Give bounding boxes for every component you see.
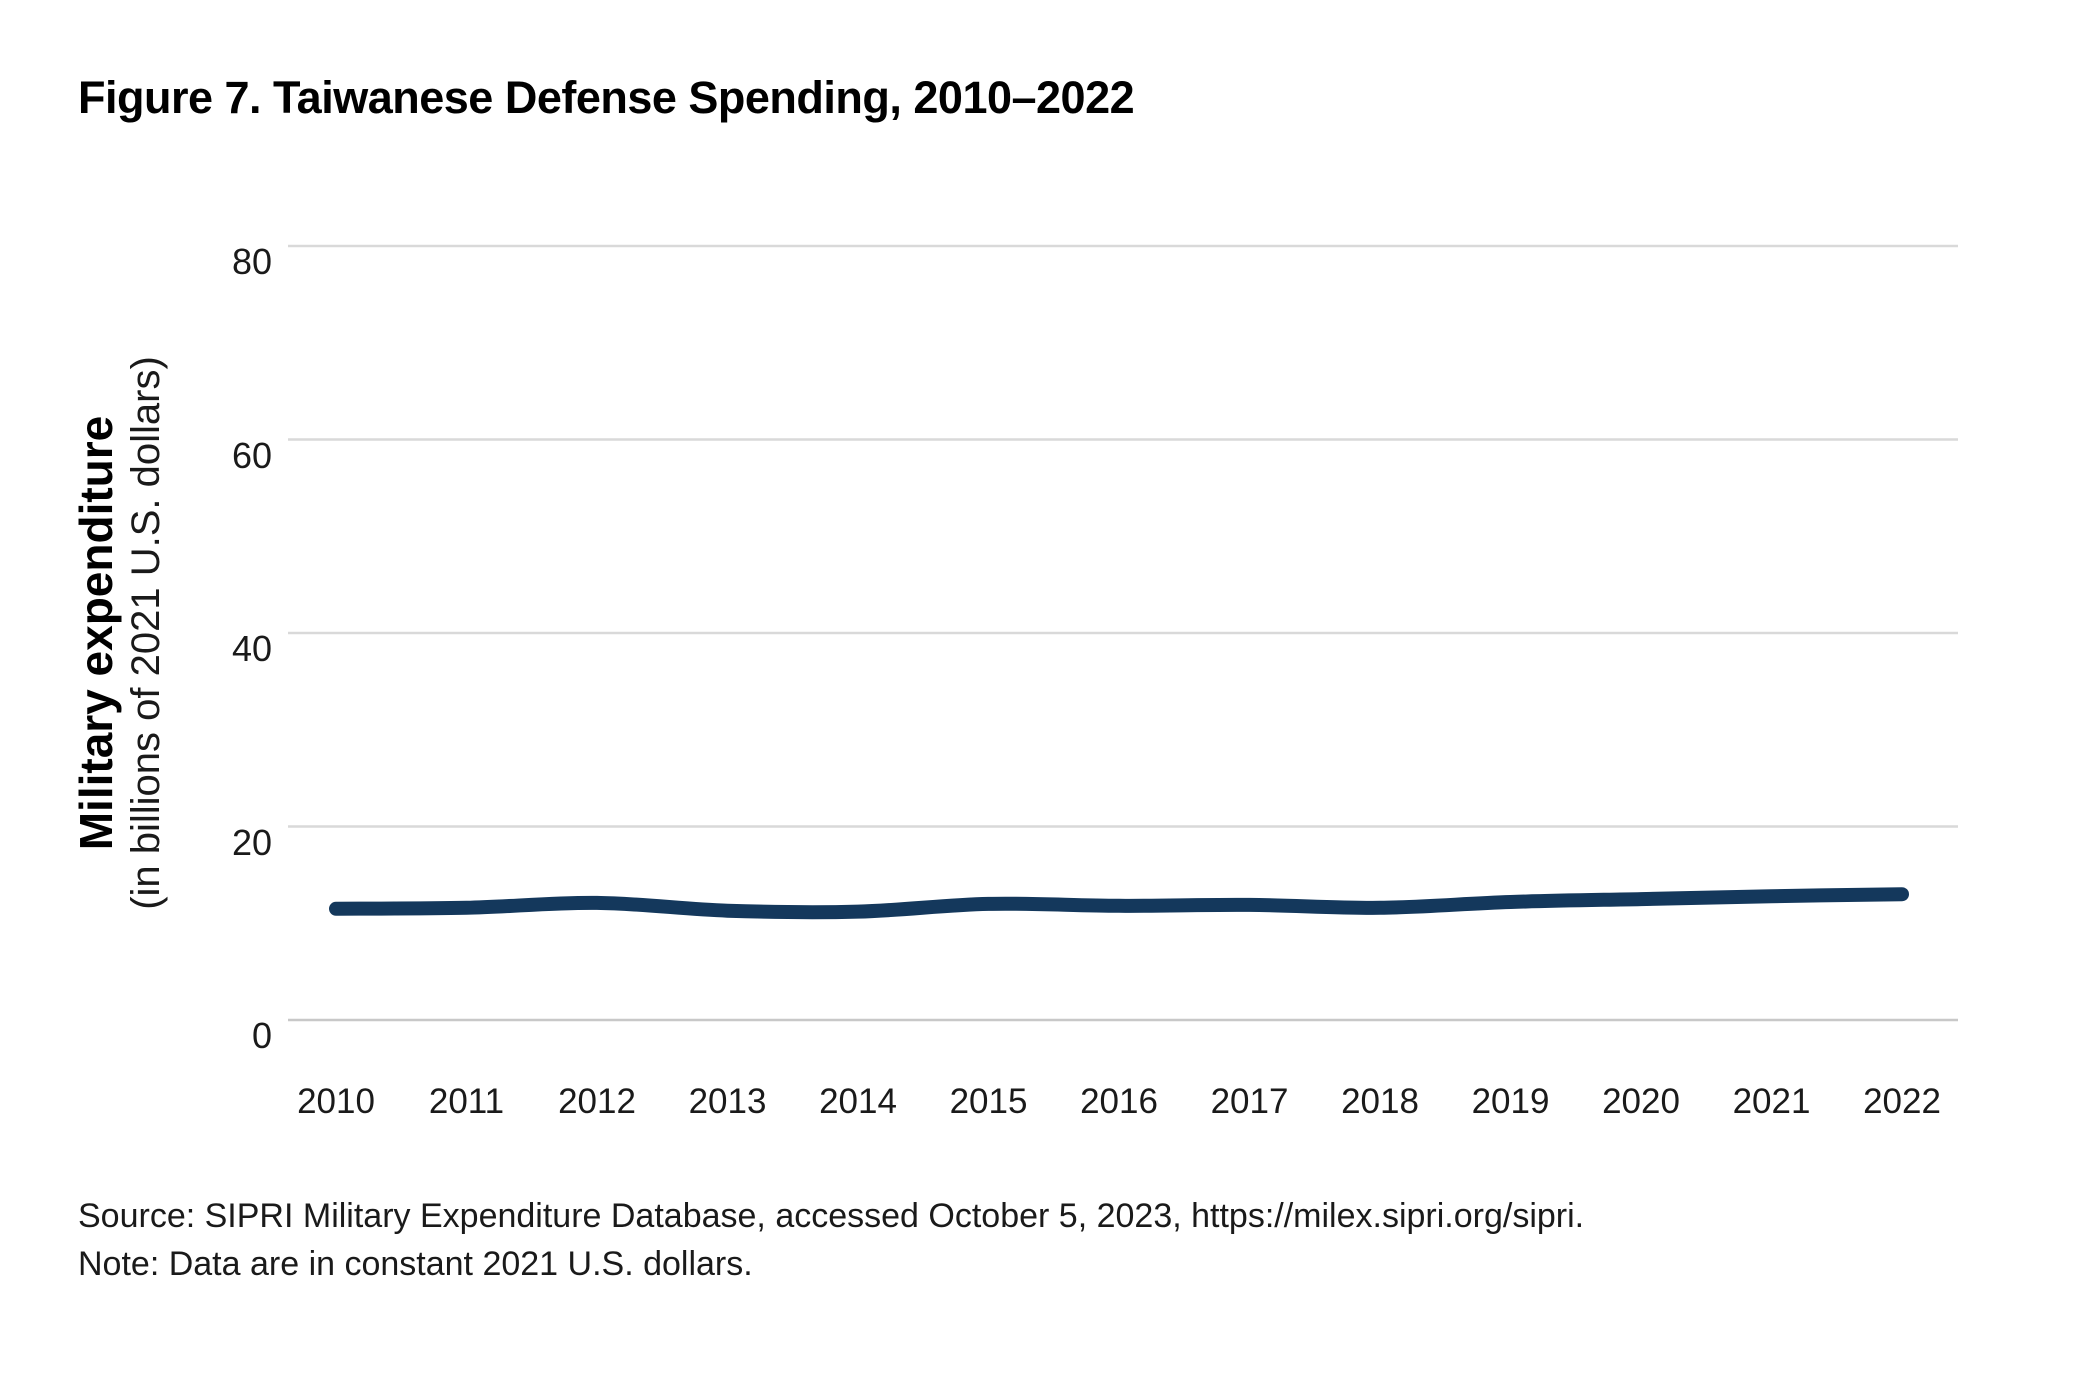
figure-title: Figure 7. Taiwanese Defense Spending, 2010–2022 [78,72,1135,123]
x-tick-label: 2016 [1080,1082,1158,1121]
source-line: Source: SIPRI Military Expenditure Database, accessed October 5, 2023, https://milex.sipri.org/sipri. [78,1197,1585,1235]
y-tick-label: 40 [231,628,272,669]
x-tick-label: 2018 [1341,1082,1419,1121]
y-tick-label: 20 [231,821,272,863]
y-axis-title [70,233,180,1033]
spending-line-series [336,894,1902,912]
spending-line [336,894,1902,912]
y-tick-label: 80 [231,241,272,282]
x-tick-label: 2013 [688,1082,767,1121]
y-axis-title-main: Military expenditure [70,415,122,851]
y-tick-label: 0 [251,1015,272,1056]
x-tick-label: 2019 [1471,1082,1550,1121]
x-tick-label: 2021 [1732,1082,1811,1121]
x-tick-label: 2015 [949,1082,1028,1121]
x-tick-label: 2020 [1602,1082,1680,1121]
x-tick-label: 2022 [1863,1082,1941,1121]
x-tick-label: 2010 [297,1082,375,1121]
y-tick-label: 60 [231,434,272,476]
x-tick-label: 2017 [1210,1082,1289,1121]
figure-footer [78,1192,1584,1288]
x-tick-label: 2014 [819,1082,897,1121]
x-tick-label: 2012 [558,1082,636,1121]
line-chart-plot [288,240,1958,1040]
y-axis-title-sub: (in billions of 2021 U.S. dollars) [124,356,168,910]
note-line: Note: Data are in constant 2021 U.S. dollars. [78,1245,753,1283]
x-tick-label: 2011 [428,1082,505,1121]
